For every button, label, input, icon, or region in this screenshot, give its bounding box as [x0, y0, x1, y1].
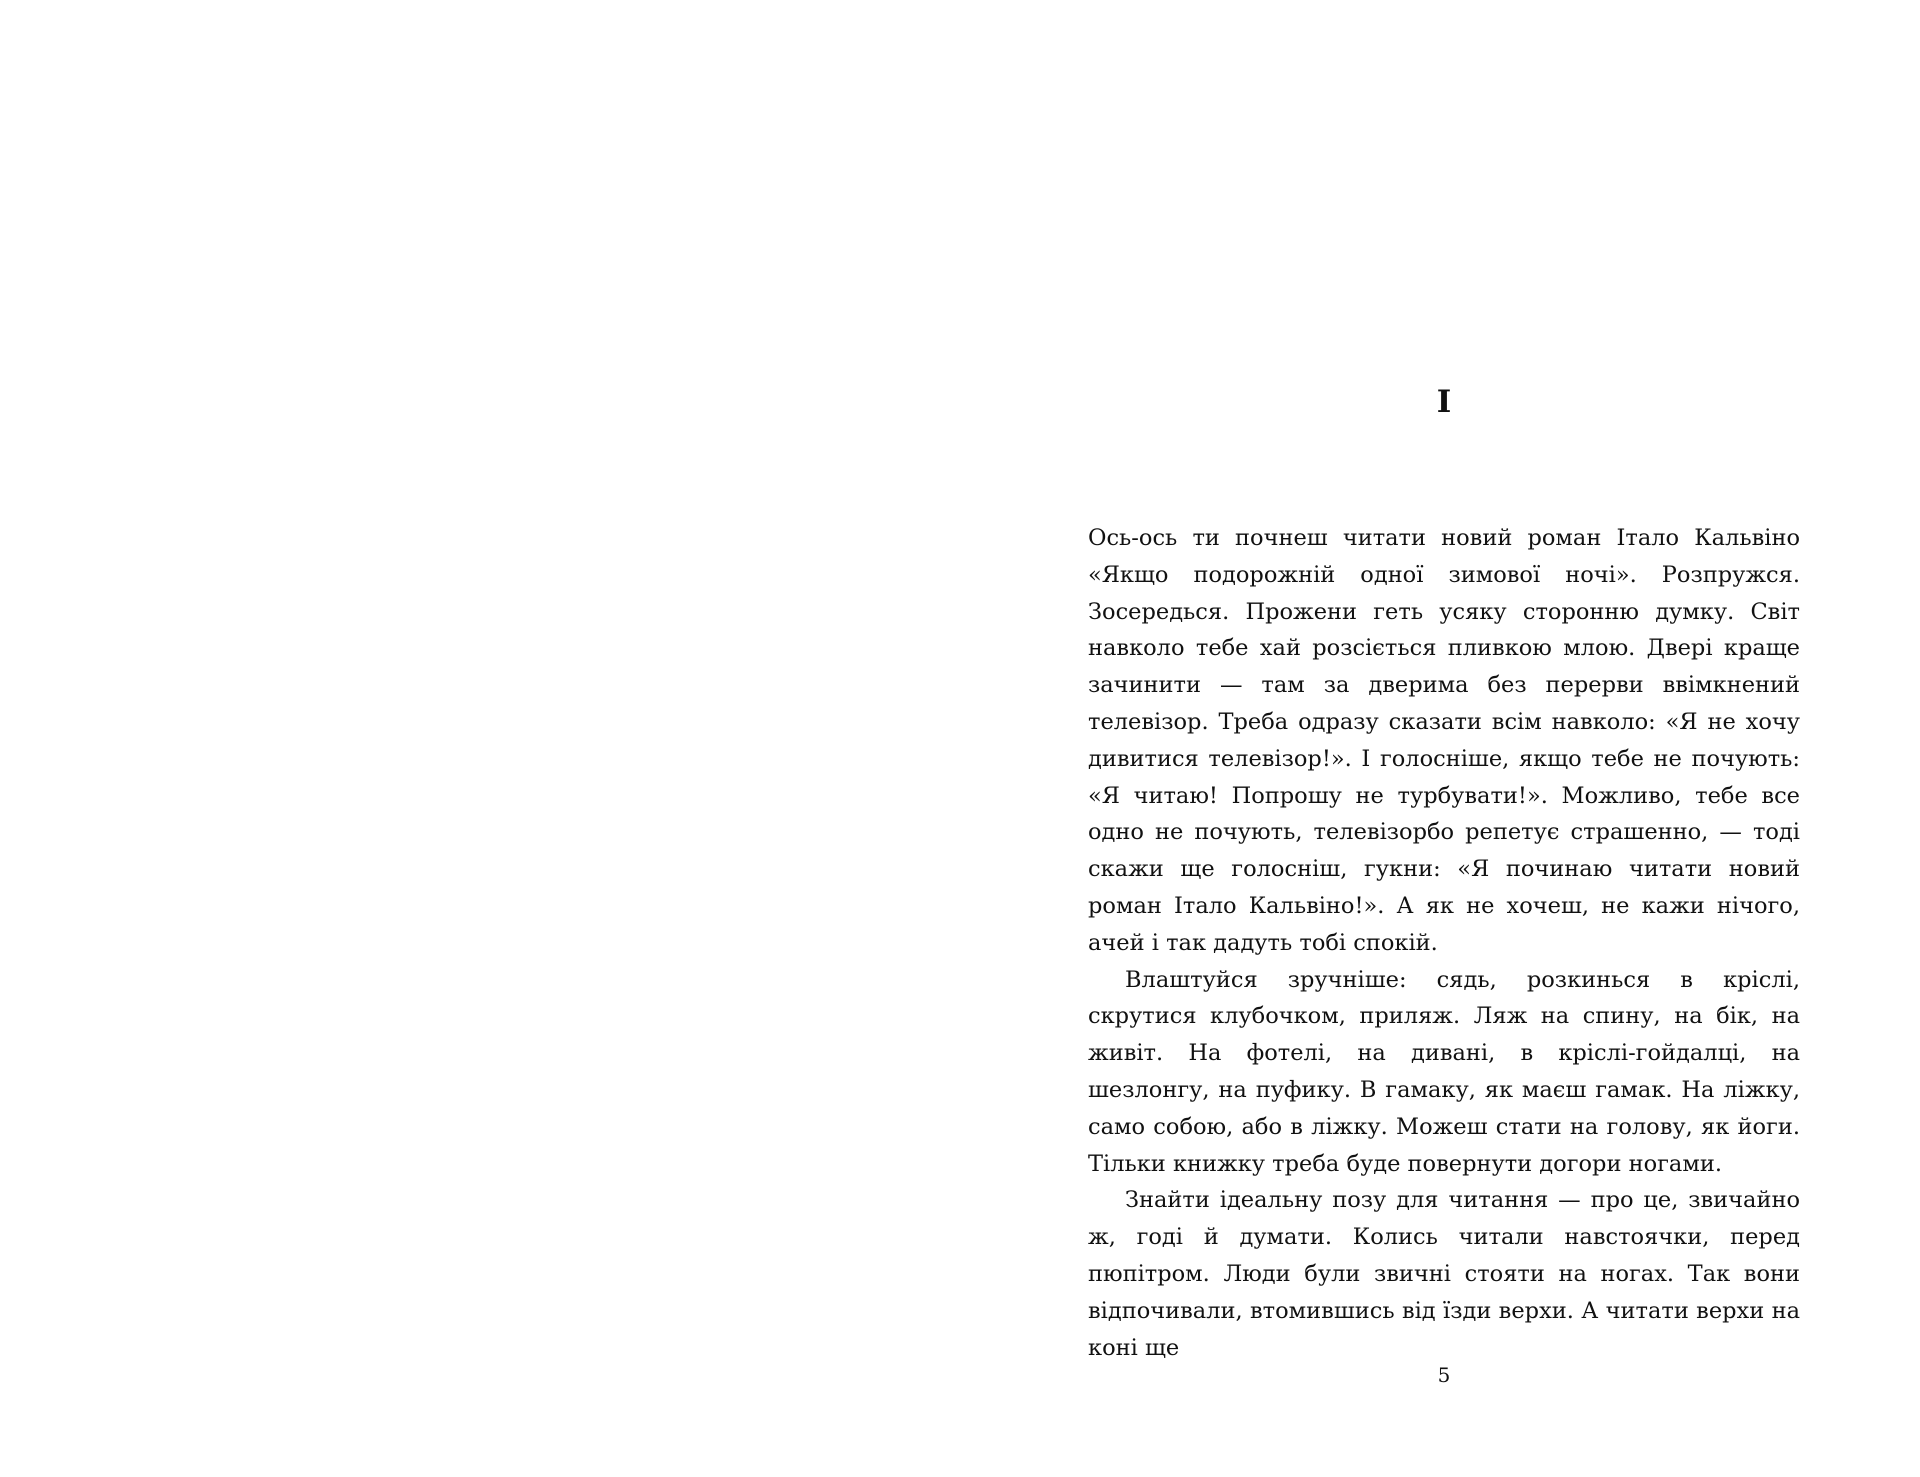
paragraph-2: Влаштуйся зручніше: сядь, розкинься в кріслі, скрутися клубочком, приляж. Ляж на спину, на бік, на живіт. На фотелі, на дивані, в кріслі-гойдалці, на шезлонгу, на пуфику. В гамаку, як маєш гамак. На ліжку, само собою, або в ліжку. Можеш стати на голову, як йоги. Тільки книжку треба буде повернути догори ногами.: [1088, 966, 1800, 1177]
body-text: [1088, 520, 1800, 1366]
paragraph-3: Знайти ідеальну позу для читання — про це, звичайно ж, годі й думати. Колись читали навстоячки, перед пюпітром. Люди були звичні стояти на ногах. Так вони відпочивали, втомившись від їзди верхи. А читати верхи на коні ще: [1088, 1187, 1800, 1361]
paragraph-1: Ось-ось ти почнеш читати новий роман Італо Кальвіно «Якщо подорожній одної зимової ночі». Розпружся. Зосередься. Прожени геть усяку сторонню думку. Світ навколо тебе хай розсіється пливкою млою. Двері краще зачинити — там за дверима без перерви ввімкнений телевізор. Треба одразу сказати всім навколо: «Я не хочу дивитися телевізор!». І голосніше, якщо тебе не почують: «Я читаю! Попрошу не турбувати!». Можливо, тебе все одно не почують, телевізорбо репетує страшенно, — тоді скажи ще голосніш, гукни: «Я починаю читати новий роман Італо Кальвіно!». А як не хочеш, не кажи нічого, ачей і так дадуть тобі спокій.: [1088, 525, 1800, 956]
page-number: 5: [1437, 1363, 1451, 1387]
chapter-title: I: [1436, 384, 1452, 420]
